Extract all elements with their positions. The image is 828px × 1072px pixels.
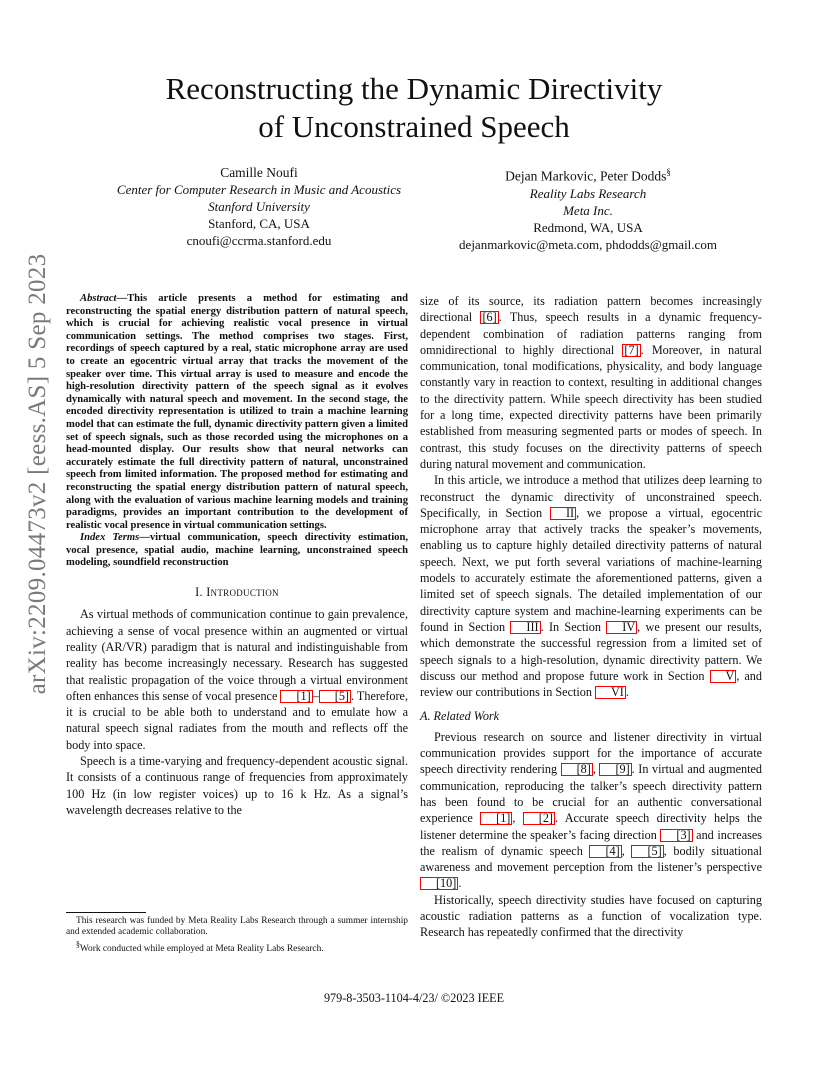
text-run: . Therefore, it is crucial to be able both to understand and to emulate how a natural speech signal radiates from the mouth and reflects off the body into space. bbox=[66, 688, 408, 752]
author-email[interactable]: cnoufi@ccrma.stanford.edu bbox=[186, 233, 332, 248]
section-link[interactable]: III bbox=[510, 621, 540, 634]
related-work-paragraph-1 bbox=[420, 729, 762, 892]
section-heading-introduction: I. Introduction bbox=[195, 585, 279, 600]
text-run: size of its source, its radiation pattern becomes increasingly directional bbox=[420, 294, 762, 325]
index-terms bbox=[66, 532, 408, 570]
text-run: . In virtual and augmented communication, reproducing the talker’s speech directivity pattern has been found to be crucial for an authentic conversational experience bbox=[420, 762, 762, 826]
text-run: , bodily situational awareness and movement perception from the listener’s perspective bbox=[420, 843, 762, 875]
intro-paragraph-3 bbox=[420, 472, 762, 700]
text-run: , bbox=[592, 762, 600, 777]
title-line-2: of Unconstrained Speech bbox=[258, 109, 570, 144]
citation-link[interactable]: [3] bbox=[660, 829, 692, 842]
footnote-rule bbox=[66, 912, 146, 913]
text-run: . Accurate speech directivity helps the listener determine the speaker’s facing direction bbox=[420, 811, 762, 842]
text-run: . bbox=[625, 685, 629, 700]
intro-paragraph-2: Speech is a time-varying and frequency-dependent acoustic signal. It consists of a continuous range of frequencies from approximately 100 Hz (in low register voices) up to 16 k Hz. As a signal’s wavelength decreases relative to the bbox=[66, 754, 408, 817]
section-link[interactable]: VI bbox=[595, 686, 626, 699]
footnote-funding: This research was funded by Meta Reality Labs Research through a summer internship and extended academic collaboration. bbox=[66, 916, 408, 938]
text-run: In this article, we introduce a method that utilizes deep learning to reconstruct the dynamic directivity of unconstrained speech. Specifically, in Section bbox=[420, 473, 762, 520]
author-affiliation: Reality Labs Research bbox=[529, 185, 647, 201]
text-run: . In Section bbox=[540, 619, 607, 634]
arxiv-stamp-text: arXiv:2209.04473v2 [eess.AS] 5 Sep 2023 bbox=[24, 253, 51, 695]
author-footnote-mark[interactable]: § bbox=[666, 167, 671, 177]
author-institution: Stanford University bbox=[208, 199, 310, 214]
author-location: Redmond, WA, USA bbox=[533, 219, 643, 235]
citation-link[interactable]: [10] bbox=[420, 877, 458, 890]
author-location: Stanford, CA, USA bbox=[208, 216, 310, 231]
author-institution: Meta Inc. bbox=[563, 202, 613, 218]
citation-link[interactable]: [7] bbox=[624, 342, 639, 357]
right-column bbox=[420, 293, 762, 941]
footnote-work-text: Work conducted while employed at Meta Reality Labs Research. bbox=[79, 943, 324, 954]
footnote-mark: § bbox=[76, 939, 80, 949]
text-run: Previous research on source and listener directivity in virtual communication provides support for the importance of accurate speech directivity rendering bbox=[420, 729, 762, 777]
index-terms-text: —virtual communication, speech directivity estimation, vocal presence, spatial audio, machine learning, unconstrained speech modeling, soundfield reconstruction bbox=[66, 532, 408, 569]
section-link[interactable]: IV bbox=[606, 621, 637, 634]
subsection-heading-related-work: A. Related Work bbox=[420, 709, 500, 724]
section-link[interactable]: II bbox=[550, 507, 576, 520]
intro-paragraph-2-continued bbox=[420, 293, 762, 472]
text-run: . bbox=[458, 876, 462, 891]
author-names: Dejan Markovic, Peter Dodds bbox=[505, 168, 667, 184]
citation-link[interactable]: [6] bbox=[482, 310, 497, 325]
section-link[interactable]: V bbox=[710, 670, 737, 683]
intro-paragraph-1 bbox=[66, 606, 408, 753]
citation-link[interactable]: [5] bbox=[631, 845, 663, 858]
author-affiliation: Center for Computer Research in Music and Acoustics bbox=[116, 182, 402, 197]
text-run: , bbox=[512, 811, 523, 826]
text-run: , we present our results, which demonstrate the successful regression from a limited set of speech signals to a high-resolution, dynamic directivity pattern. We discuss our method and propose future work in Section bbox=[420, 619, 762, 683]
copyright-footer: 979-8-3503-1104-4/23/ ©2023 IEEE bbox=[323, 991, 505, 1005]
citation-link[interactable]: [9] bbox=[599, 763, 631, 776]
author-email[interactable]: dejanmarkovic@meta.com, phdodds@gmail.com bbox=[459, 236, 717, 252]
citation-link[interactable]: [1] bbox=[280, 690, 312, 703]
abstract bbox=[66, 293, 408, 532]
paper-title bbox=[0, 70, 828, 146]
citation-link[interactable]: [1] bbox=[480, 812, 512, 825]
text-run: – bbox=[312, 688, 319, 703]
title-line-1: Reconstructing the Dynamic Directivity bbox=[165, 71, 663, 106]
index-terms-lead: Index Terms bbox=[80, 532, 140, 544]
author-name-group bbox=[440, 164, 736, 185]
author-name: Camille Noufi bbox=[220, 165, 298, 180]
left-column bbox=[66, 293, 408, 818]
text-run: As virtual methods of communication continue to gain prevalence, achieving a sense of vocal presence within an augmented or virtual reality (AR/VR) paradigm that is natural and indistinguishable from reality has become increasingly necessary. Research has suggested that realistic propagation of the voice through a virtual environment often enhances this sense of vocal presence bbox=[66, 607, 408, 703]
abstract-lead: Abstract bbox=[80, 293, 117, 304]
author-block-right bbox=[440, 164, 736, 253]
text-run: , and review our contributions in Section bbox=[420, 668, 762, 700]
arxiv-stamp bbox=[24, 253, 52, 695]
abstract-text: —This article presents a method for estimating and reconstructing the spatial energy distribution pattern of natural speech, which is crucial for achieving realistic vocal presence in virtual communication settings. The method comprises two stages. First, recordings of speech captured by a real, static microphone array are used to create an egocentric virtual array that tracks the movement of the speaker over time. This virtual array is used to measure and encode the high-resolution directivity pattern of the speech signal as it evolves dynamically with natural speech and movement. In the second stage, the encoded directivity representation is utilized to train a machine learning model that can estimate the full, dynamic directivity pattern given a limited set of speech signals, such as those recorded using the microphones on a head-mounted display. Our results show that neural networks can accurately estimate the full directivity pattern of natural, unconstrained speech from limited information. The proposed method for estimating and reconstructing the spatial energy distribution pattern of natural speech, along with the evaluation of various machine learning models and training paradigms, provides an important contribution to the development of realistic vocal presence in virtual communication settings. bbox=[66, 293, 408, 531]
footnotes bbox=[66, 912, 408, 955]
text-run: . Moreover, in natural communication, tonal modifications, physicality, and body language constantly vary in reaction to context, resulting in additional changes to the directivity pattern. While speech directivity has been studied for a long time, expected directivity patterns have been primarily established from measuring segmented parts or modes of speech. In contrast, this study focuses on the directivity patterns of speech during natural movement and communication. bbox=[420, 342, 762, 471]
text-run: and increases the realism of dynamic speech bbox=[420, 827, 762, 858]
citation-link[interactable]: [5] bbox=[319, 690, 351, 703]
text-run: . Thus, speech results in a dynamic frequency-dependent combination of radiation patterns ranging from omnidirectional to highly directional bbox=[420, 310, 762, 357]
footnote-work bbox=[66, 939, 408, 956]
text-run: , we propose a virtual, egocentric microphone array that actively tracks the speaker’s movements, enabling us to capture highly detailed directivity patterns of natural speech. Next, we put forth several variations of machine-learning models to accurately estimate the aforementioned patterns, given a limited set of speech signals. The detailed implementation of our directivity capture system and machine-learning experiments can be found in Section bbox=[420, 505, 762, 634]
author-block-left bbox=[96, 164, 422, 249]
text-run: , bbox=[621, 843, 632, 858]
citation-link[interactable]: [4] bbox=[589, 845, 621, 858]
citation-link[interactable]: [8] bbox=[561, 763, 593, 776]
related-work-paragraph-2: Historically, speech directivity studies have focused on capturing acoustic radiation patterns as a function of vocalization type. Research has repeatedly confirmed that the directivity bbox=[420, 892, 762, 940]
citation-link[interactable]: [2] bbox=[523, 812, 555, 825]
